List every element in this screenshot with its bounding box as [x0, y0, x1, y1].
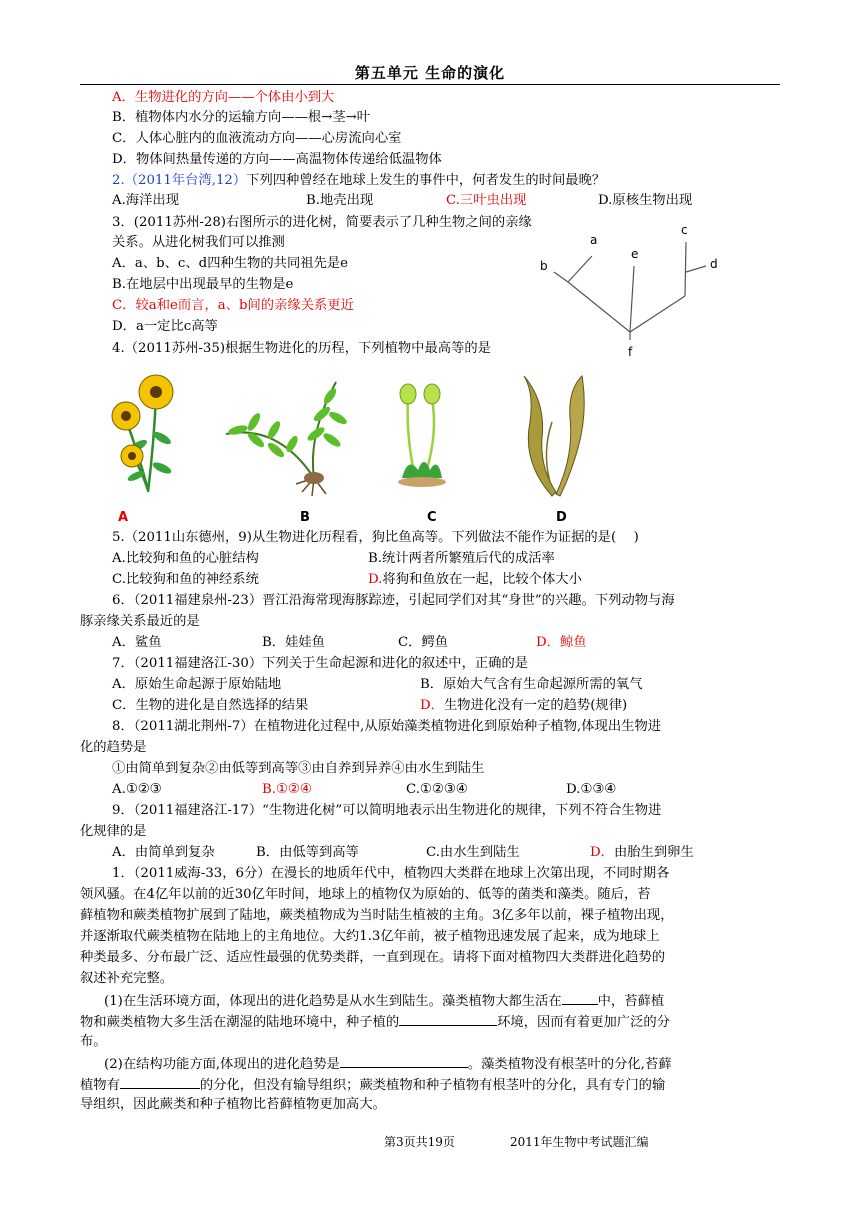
q3-option-a: A．a、b、c、d四种生物的共同祖先是e [112, 256, 349, 271]
subq1-line-1 [104, 990, 664, 1012]
answer-blank[interactable] [120, 1074, 200, 1089]
q7-option-d [420, 696, 627, 716]
subq2-line-3: 导组织，因此蕨类和种子植物比苔藓植物更加高大。 [80, 1097, 386, 1112]
subq2-text-a: (2)在结构功能方面,体现出的进化趋势是 [104, 1057, 340, 1072]
q3-stem-2: 关系。从进化树我们可以推测 [112, 235, 285, 250]
picture-label-c: C [427, 510, 437, 525]
q6-option-c: C．鳄鱼 [398, 635, 449, 650]
tree-branch-e [630, 266, 634, 332]
q7-stem: 7．（2011福建洛江-30）下列关于生命起源和进化的叙述中，正确的是 [112, 656, 529, 671]
picture-label-d: D [556, 510, 567, 525]
q9-stem-1: 9．（2011福建洛江-17）“生物进化树”可以简明地表示出生物进化的规律，下列不符合生物进 [112, 803, 662, 818]
passage-line-5: 种类最多、分布最广泛、适应性最强的优势类群，一直到现在。请将下面对植物四大类群进化趋势的 [80, 950, 666, 965]
q7-option-d-letter: D． [420, 698, 444, 713]
q2-stem [112, 171, 605, 191]
q3-stem-1: 3．(2011苏州-28)右图所示的进化树，简要表示了几种生物之间的亲缘 [112, 215, 532, 230]
subq1-text-c: 物和蕨类植物大多生活在潮湿的陆地环境中，种子植的 [80, 1015, 400, 1030]
q6-option-d: D．鲸鱼 [536, 635, 587, 650]
q8-stem-2: 化的趋势是 [80, 740, 147, 755]
passage-line-3: 藓植物和蕨类植物扩展到了陆地，蕨类植物成为当时陆生植被的主角。3亿多年以前，裸子植物出现， [80, 908, 674, 923]
tree-label-a: a [590, 233, 598, 247]
q9-option-a: A．由简单到复杂 [112, 845, 215, 860]
subq1-text-a: (1)在生活环境方面，体现出的进化趋势是从水生到陆生。藻类植物大都生活在 [104, 994, 562, 1009]
passage-line-1: 1．（2011威海-33，6分）在漫长的地质年代中，植物四大类群在地球上次第出现，不同时期各 [112, 866, 670, 881]
evolution-tree-diagram [530, 222, 730, 367]
q6-option-b: B．娃娃鱼 [262, 635, 325, 650]
q8-statements: ①由简单到复杂②由低等到高等③由自养到异养④由水生到陆生 [112, 761, 485, 776]
q5-option-a: A.比较狗和鱼的心脏结构 [112, 551, 259, 566]
tree-branch-right [630, 296, 685, 332]
q9-option-b: B．由低等到高等 [256, 845, 359, 860]
q9-option-d [590, 843, 694, 863]
q9-stem-2: 化规律的是 [80, 824, 147, 839]
q6-stem-2: 豚亲缘关系最近的是 [80, 614, 200, 629]
q5-stem: 5.（2011山东德州，9)从生物进化历程看，狗比鱼高等。下列做法不能作为证据的是( ) [112, 530, 639, 545]
q8-option-d: D.①③④ [566, 782, 617, 797]
q1-option-d: D．物体间热量传递的方向——高温物体传递给低温物体 [112, 152, 442, 167]
q6-stem-1: 6．（2011福建泉州-23）晋江沿海常现海豚踪迹，引起同学们对其“身世”的兴趣。下列动物与海 [112, 593, 675, 608]
q2-option-d: D.原核生物出现 [598, 193, 693, 208]
subq2-text-d: 的分化，但没有输导组织；蕨类植物和种子植物有根茎叶的分化，具有专门的输 [199, 1078, 666, 1093]
q3-option-b: B.在地层中出现最早的生物是e [112, 277, 294, 292]
tree-label-c: c [681, 223, 688, 237]
kelp-image [512, 372, 592, 500]
q6-option-a: A．鲨鱼 [112, 635, 162, 650]
q2-source: 2.（2011年台湾,12） [112, 173, 247, 188]
q3-option-c-answer: a、b间的亲缘关系更近 [217, 298, 354, 313]
tree-branch-d [686, 266, 706, 272]
q7-option-b: B．原始大气含有生命起源所需的氧气 [420, 677, 643, 692]
subq2-text-c: 植物有 [80, 1078, 120, 1093]
q1-option-c: C．人体心脏内的血液流动方向——心房流向心室 [112, 131, 402, 146]
q9-option-d-letter: D． [590, 845, 614, 860]
sunflower-image [108, 372, 188, 496]
answer-blank[interactable] [340, 1053, 468, 1068]
subq1-text-b: 中，苔藓植 [597, 994, 665, 1009]
q5-option-b: B.统计两者所繁殖后代的成活率 [368, 551, 555, 566]
picture-label-b: B [300, 510, 310, 525]
tree-label-e: e [631, 247, 639, 261]
answer-blank[interactable] [562, 990, 598, 1005]
q2-option-c: C.三叶虫出现 [446, 193, 527, 208]
subq2-line-1 [104, 1053, 672, 1075]
document-source: 2011年生物中考试题汇编 [510, 1135, 649, 1149]
subq1-line-2 [80, 1011, 670, 1033]
q8-stem-1: 8．（2011湖北荆州-7）在植物进化过程中,从原始藻类植物进化到原始种子植物,体现出生物进 [112, 719, 662, 734]
page-number: 第3页共19页 [384, 1135, 455, 1149]
answer-blank[interactable] [399, 1011, 497, 1026]
q2-body: 下列四种曾经在地球上发生的事件中，何者发生的时间最晚？ [246, 173, 606, 188]
moss-image [392, 374, 452, 490]
q7-option-a: A．原始生命起源于原始陆地 [112, 677, 282, 692]
q8-option-b: B.①②④ [262, 782, 312, 797]
header-rule [80, 84, 780, 85]
fern-image [218, 374, 348, 498]
tree-branch-a [568, 256, 592, 282]
tree-label-f: f [628, 345, 633, 359]
q7-option-d-text: 生物进化没有一定的趋势(规律) [443, 698, 628, 713]
tree-label-b: b [540, 259, 548, 273]
q1-option-a: A．生物进化的方向——个体由小到大 [112, 90, 335, 105]
q5-option-d [368, 570, 582, 590]
q3-option-c-prefix: C．较a和e而言， [112, 298, 218, 313]
q2-option-b: B.地壳出现 [306, 193, 374, 208]
passage-line-6: 叙述补充完整。 [80, 971, 174, 986]
q9-option-c: C.由水生到陆生 [426, 845, 520, 860]
tree-branch-c [685, 242, 686, 296]
subq1-line-3: 布。 [80, 1034, 107, 1049]
subq1-text-d: 环境，因而有着更加广泛的分 [497, 1015, 670, 1030]
page-title: 第五单元 生命的演化 [354, 64, 506, 82]
q5-option-c: C.比较狗和鱼的神经系统 [112, 572, 259, 587]
tree-branch-b [554, 272, 568, 282]
q3-option-d: D．a一定比c高等 [112, 319, 218, 334]
tree-label-d: d [710, 257, 718, 271]
q8-option-a: A.①②③ [112, 782, 162, 797]
q5-option-d-letter: D. [368, 572, 383, 587]
tree-branch-left [568, 282, 630, 332]
picture-label-a: A [118, 510, 129, 525]
subq2-text-b: 。藻类植物没有根茎叶的分化,苔藓 [467, 1057, 672, 1072]
q9-option-d-text: 由胎生到卵生 [613, 845, 694, 860]
q7-option-c: C．生物的进化是自然选择的结果 [112, 698, 309, 713]
passage-line-4: 并逐渐取代蕨类植物在陆地上的主角地位。大约1.3亿年前，被子植物迅速发展了起来，成为地球上 [80, 929, 660, 944]
q8-option-c: C.①②③④ [406, 782, 468, 797]
q4-stem: 4.（2011苏州-35)根据生物进化的历程，下列植物中最高等的是 [112, 341, 491, 356]
passage-line-2: 领风骚。在4亿年以前的近30亿年时间，地球上的植物仅为原始的、低等的菌类和藻类。随后，苔 [80, 887, 651, 902]
q3-option-c [112, 296, 354, 316]
q5-option-d-text: 将狗和鱼放在一起，比较个体大小 [382, 572, 582, 587]
q2-option-a: A.海洋出现 [112, 193, 180, 208]
subq2-line-2 [80, 1074, 665, 1096]
q1-option-b: B．植物体内水分的运输方向——根→茎→叶 [112, 110, 371, 125]
